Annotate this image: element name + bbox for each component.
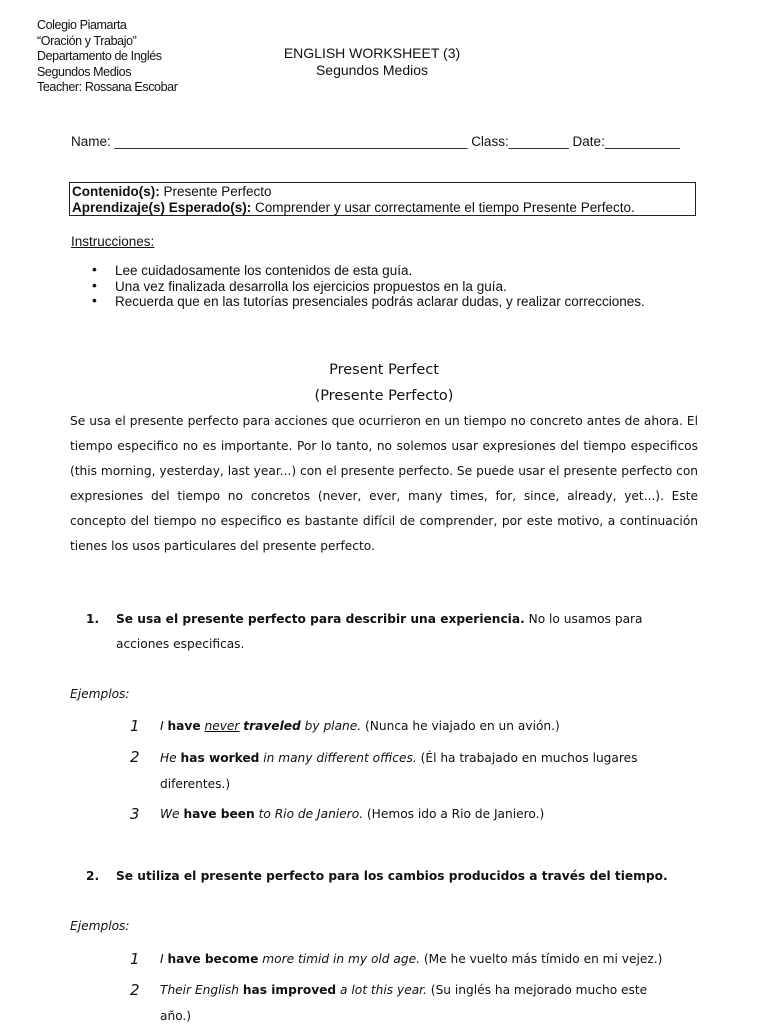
school-line: Segundos Medios	[37, 64, 132, 79]
use-rest-text: No lo usamos para	[524, 612, 643, 626]
example-translation: (Su inglés ha mejorado mucho este	[426, 983, 648, 997]
example-number: 2	[130, 748, 140, 766]
use-bold-text: Se utiliza el presente perfecto para los cambios producidos a través del tiempo.	[116, 869, 668, 883]
name-label: Name:	[71, 134, 111, 149]
class-blank: ________	[508, 134, 569, 149]
example-sentence	[160, 745, 680, 797]
example-bold: has worked	[180, 751, 260, 765]
example-number: 3	[130, 805, 140, 823]
example-text: We	[160, 807, 184, 821]
instruction-item: • Una vez finalizada desarrolla los ejercicios propuestos en la guía.	[92, 279, 645, 295]
example-bold: have been	[183, 807, 255, 821]
example-sentence	[160, 946, 662, 972]
example-sentence	[160, 801, 544, 827]
example-number: 1	[130, 717, 140, 735]
worksheet-title	[262, 45, 482, 79]
example-text: I	[160, 719, 168, 733]
example-number: 1	[130, 950, 140, 968]
example-text: in many different offices.	[259, 751, 417, 765]
use-number: 2.	[86, 869, 100, 883]
class-label: Class:	[471, 134, 509, 149]
example-bold: has improved	[242, 983, 337, 997]
contenido-row	[72, 184, 693, 200]
example-line: diferentes.)	[160, 777, 231, 791]
example-translation: (Nunca he viajado en un avión.)	[361, 719, 560, 733]
aprendizaje-value: Comprender y usar correctamente el tiempo Presente Perfecto.	[251, 200, 635, 215]
example-sentence	[160, 977, 680, 1029]
example-translation: (Me he vuelto más tímido en mi vejez.)	[419, 952, 663, 966]
example-translation: (Hemos ido a Rio de Janiero.)	[363, 807, 545, 821]
contenido-label: Contenido(s):	[72, 184, 160, 199]
date-blank: __________	[604, 134, 680, 149]
example-line	[160, 977, 680, 1003]
example-text: by plane.	[300, 719, 362, 733]
example-line: año.)	[160, 1009, 192, 1023]
example-text: to Rio de Janiero.	[254, 807, 364, 821]
instructions-list	[92, 263, 645, 310]
contenido-value: Presente Perfecto	[159, 184, 272, 199]
school-line: Colegio Piamarta	[37, 18, 127, 32]
worksheet-subtitle: Segundos Medios	[315, 62, 429, 78]
example-bold: traveled	[243, 719, 301, 733]
use-description	[116, 864, 668, 889]
instruction-item: • Lee cuidadosamente los contenidos de esta guía.	[92, 263, 645, 279]
example-translation: (Él ha trabajado en muchos lugares	[416, 751, 638, 765]
use-line	[116, 607, 676, 632]
example-text: Their English	[160, 983, 243, 997]
example-text: a lot this year.	[336, 983, 427, 997]
student-info-line	[71, 134, 680, 149]
date-label: Date:	[572, 134, 605, 149]
school-info	[37, 18, 177, 96]
example-text: He	[160, 751, 181, 765]
example-sentence	[160, 713, 560, 739]
example-line	[160, 745, 680, 771]
use-number: 1.	[86, 612, 100, 626]
instructions-heading: Instrucciones:	[71, 234, 155, 249]
example-text: more timid in my old age.	[258, 952, 420, 966]
example-number: 2	[130, 981, 140, 999]
school-line: Teacher: Rossana Escobar	[37, 80, 178, 94]
aprendizaje-row	[72, 200, 693, 216]
examples-label: Ejemplos:	[70, 687, 130, 701]
example-bold: have become	[167, 952, 259, 966]
section-subtitle: (Presente Perfecto)	[314, 388, 454, 404]
intro-paragraph: Se usa el presente perfecto para acciones que ocurrieron en un tiempo no concreto antes de ahora. El tiempo especifico no es importante. Por lo tanto, no solemos usar expresiones del tiempo especificos (this morning, yesterday, last year...) con el presente perfecto. Se puede usar el presente perfecto con expresiones del tiempo no concretos (never, ever, many times, for, since, already, yet...). Este concepto del tiempo no especifico es bastante difícil de comprender, por este motivo, a continuación tienes los usos particulares del presente perfecto.	[70, 414, 698, 553]
examples-label: Ejemplos:	[70, 919, 130, 933]
worksheet-title-main: ENGLISH WORKSHEET (3)	[283, 45, 461, 61]
example-text: I	[160, 952, 168, 966]
use-line: acciones especificas.	[116, 637, 245, 651]
use-description	[116, 607, 676, 657]
example-bold: have	[167, 719, 201, 733]
school-line: Departamento de Inglés	[37, 49, 162, 63]
use-bold-text: Se usa el presente perfecto para describir una experiencia.	[116, 612, 525, 626]
school-line: “Oración y Trabajo”	[37, 33, 137, 48]
name-blank: _______________________________________________	[114, 134, 468, 149]
aprendizaje-label: Aprendizaje(s) Esperado(s):	[72, 200, 252, 215]
example-underlined: never	[204, 719, 240, 733]
content-box	[69, 182, 696, 216]
instruction-item: • Recuerda que en las tutorías presenciales podrás aclarar dudas, y realizar correcciones.	[92, 294, 645, 310]
section-title: Present Perfect	[329, 362, 439, 378]
